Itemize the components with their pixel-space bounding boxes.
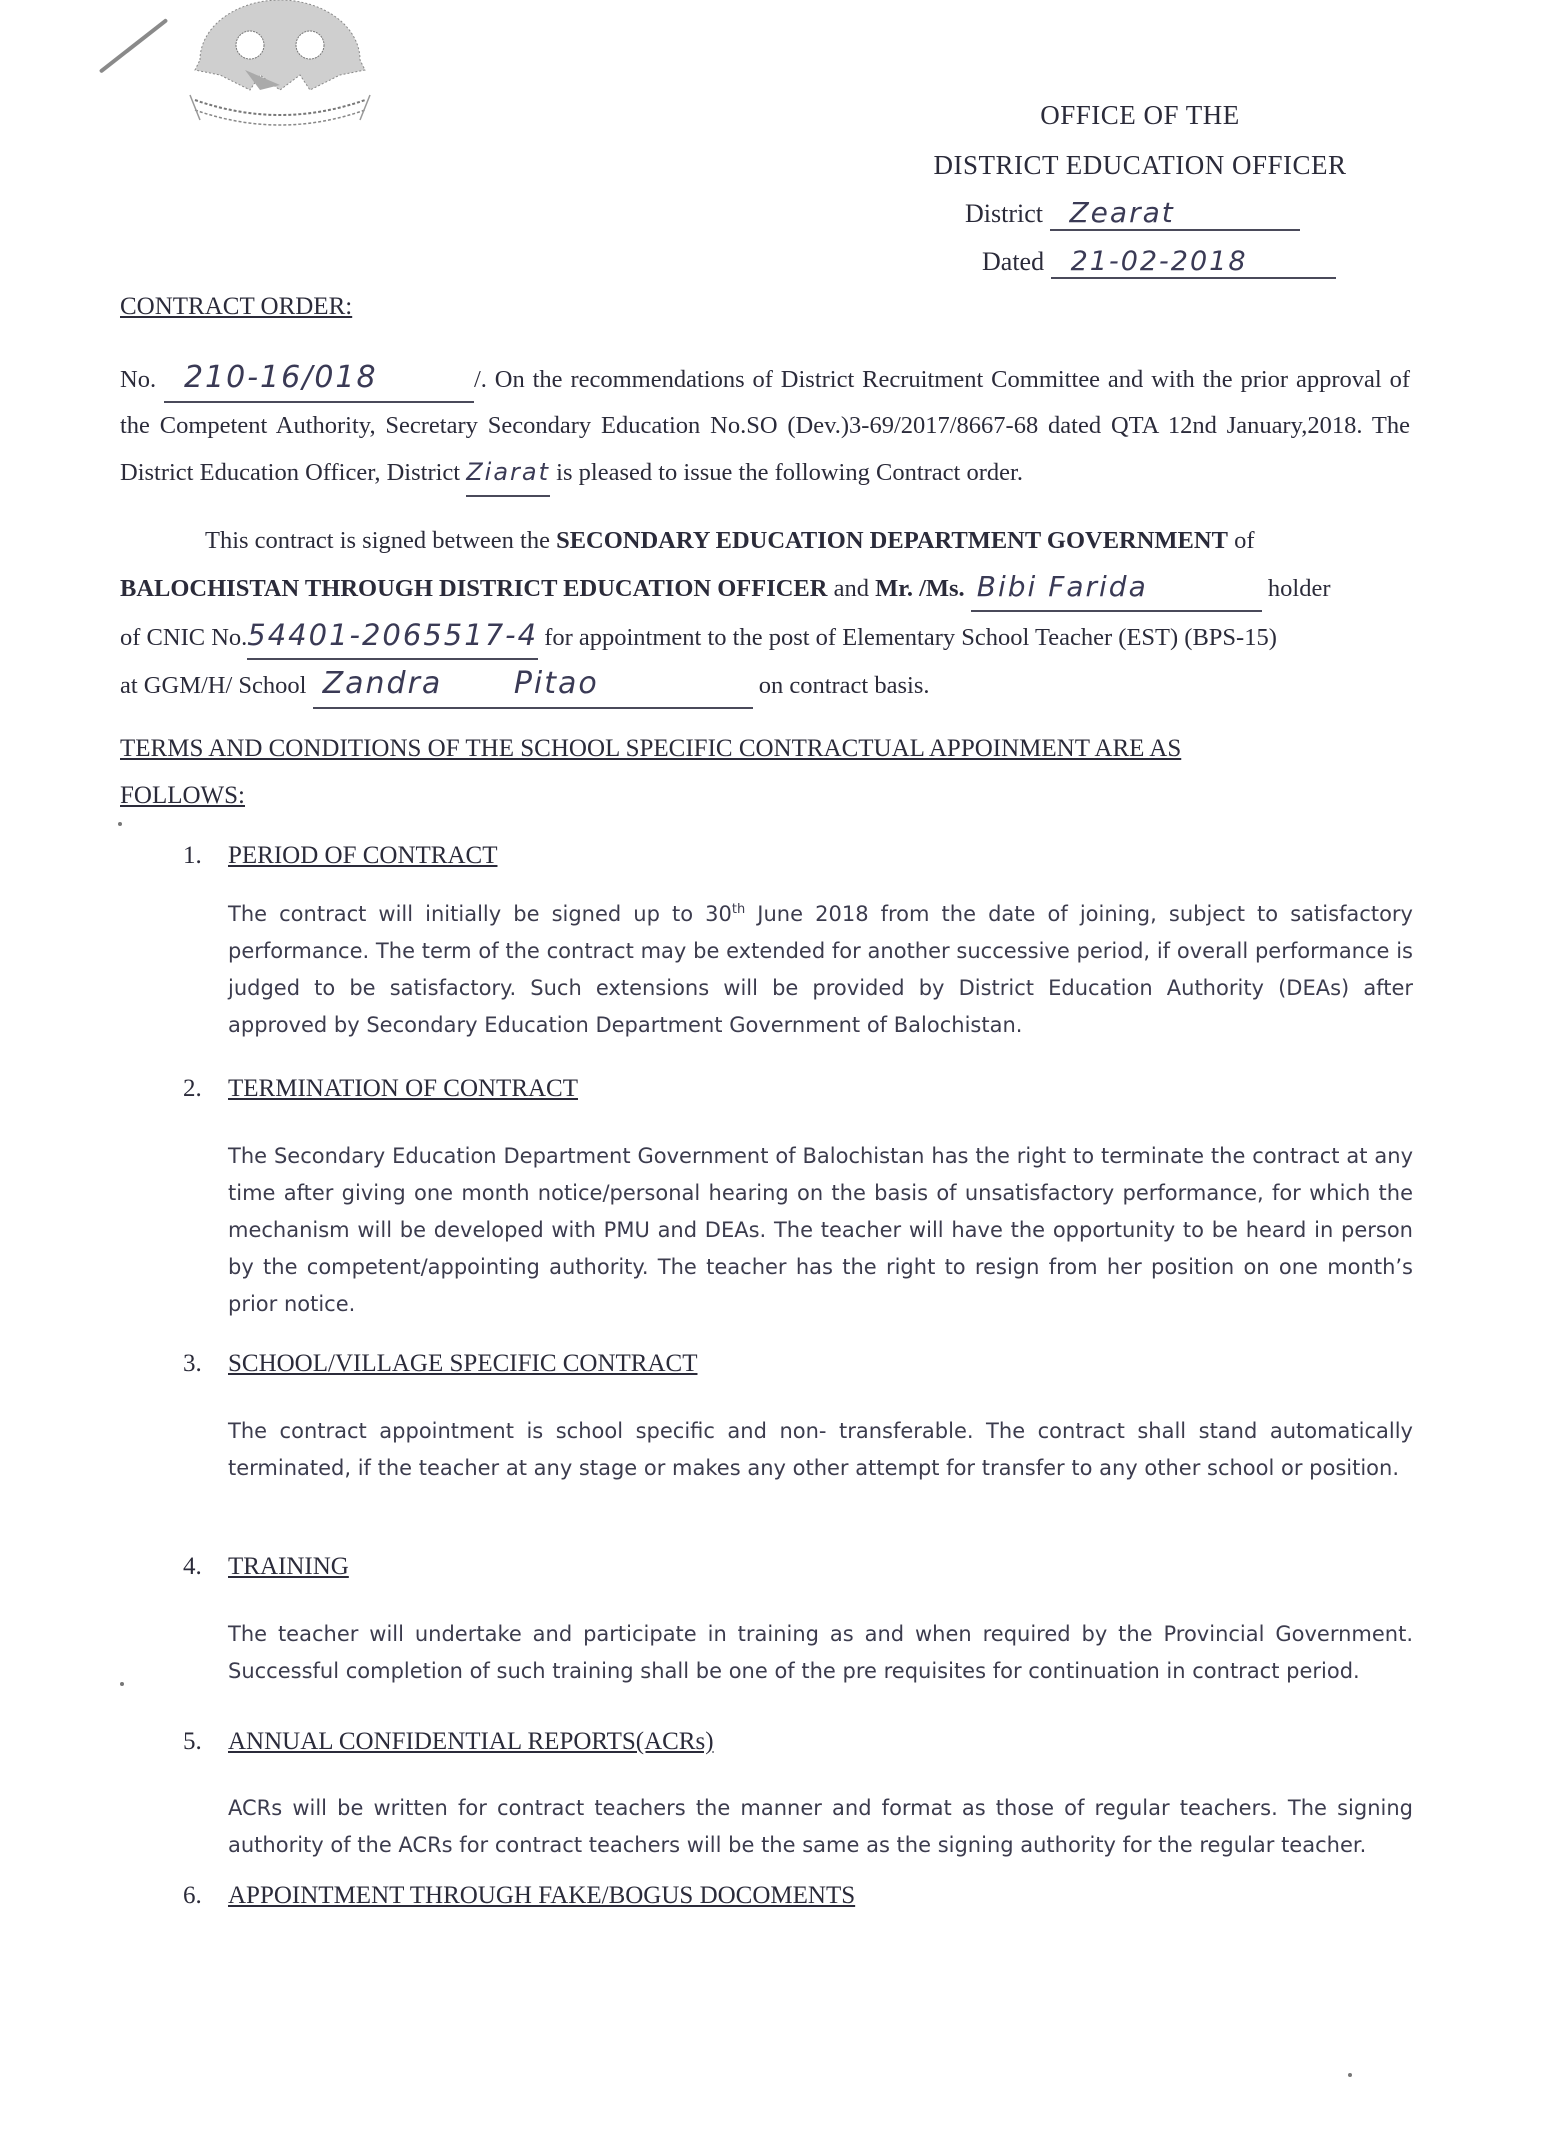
section-number: 3. xyxy=(183,1350,202,1377)
order-no-label: No. xyxy=(120,366,157,393)
section-heading-fake-documents xyxy=(183,1882,855,1910)
basis-text: on contract basis. xyxy=(758,672,930,699)
section-heading-termination xyxy=(183,1075,578,1103)
office-title-line2: DISTRICT EDUCATION OFFICER xyxy=(933,150,1347,180)
section-heading-acrs xyxy=(183,1728,714,1756)
paragraph-text-part2: is pleased to issue the following Contract order. xyxy=(556,459,1023,486)
section-number: 4. xyxy=(183,1553,202,1580)
dated-value: 21-02-2018 xyxy=(1051,246,1336,279)
dated-label: Dated xyxy=(982,247,1045,276)
holder-text: holder xyxy=(1267,575,1331,602)
section-heading-period xyxy=(183,842,497,870)
body-text-a: The contract will initially be signed up to 30 xyxy=(228,902,732,926)
terms-heading-line2: FOLLOWS: xyxy=(120,782,245,809)
staple-mark xyxy=(99,18,168,73)
contract-order-heading: CONTRACT ORDER: xyxy=(120,293,353,320)
teacher-name-value: Bibi Farida xyxy=(971,564,1262,612)
department-name-bold: SECONDARY EDUCATION DEPARTMENT GOVERNMENT xyxy=(556,527,1228,554)
terms-heading xyxy=(120,725,1181,819)
office-title-line1: OFFICE OF THE xyxy=(1040,100,1240,130)
through-deo-bold: BALOCHISTAN THROUGH DISTRICT EDUCATION OFFICER xyxy=(120,575,828,602)
section-number: 2. xyxy=(183,1075,202,1102)
scan-speck xyxy=(120,1682,124,1686)
section-title: APPOINTMENT THROUGH FAKE/BOGUS DOCOMENTS xyxy=(228,1882,856,1909)
ordinal-suffix: th xyxy=(731,902,746,917)
school-prefix: at GGM/H/ School xyxy=(120,672,307,699)
section-title: ANNUAL CONFIDENTIAL REPORTS(ACRs) xyxy=(228,1728,714,1755)
section-body-training: The teacher will undertake and participate in training as and when required by the Provincial Government. Successful completion of such training shall be one of the pre requisites for continuation in contract period. xyxy=(228,1622,1413,1683)
order-no-value: 210-16/018 xyxy=(164,355,474,403)
section-number: 1. xyxy=(183,842,202,869)
section-body-acrs: ACRs will be written for contract teachers the manner and format as those of regular teachers. The signing authority of the ACRs for contract teachers will be the same as the signing authority for the regular teacher. xyxy=(228,1796,1413,1857)
post-text: for appointment to the post of Elementary School Teacher (EST) (BPS-15) xyxy=(544,624,1277,651)
section-body-termination: The Secondary Education Department Government of Balochistan has the right to terminate the contract at any time after giving one month notice/personal hearing on the basis of unsatisfactory performance, for which the mechanism will be developed with PMU and DEAs. The teacher will have the opportunity to be heard in person by the competent/appointing authority. The teacher has the right to resign from her position on one month’s prior notice. xyxy=(228,1144,1413,1316)
scan-speck xyxy=(1348,2073,1352,2077)
body-text-b: June 2018 from the date of joining, subject to satisfactory performance. The term of the contract may be extended for another successive period, if overall performance is judged to be satisfactory. Such extensions will be provided by District Education Authority (DEAs) after approved by Secondary Education Department Government of Balochistan. xyxy=(228,902,1413,1037)
district-value: Zearat xyxy=(1050,196,1300,231)
section-number: 6. xyxy=(183,1882,202,1909)
district-handwritten: Ziarat xyxy=(466,449,550,497)
section-heading-training xyxy=(183,1553,349,1581)
section-title: SCHOOL/VILLAGE SPECIFIC CONTRACT xyxy=(228,1350,698,1377)
of-text: of xyxy=(1234,527,1255,554)
paragraph-text-part1: /. On the recommendations of District Recruitment Committee and with the prior approval of the Competent Authority, Secretary Secondary Education No.SO (Dev.)3-69/2017/8667-68 dated QTA 12nd January,2018. The District Education Officer, District xyxy=(120,366,1410,486)
contract-parties-paragraph xyxy=(120,518,1410,709)
district-field xyxy=(965,196,1300,231)
section-title: TRAINING xyxy=(228,1553,349,1580)
section-heading-school-village xyxy=(183,1350,697,1378)
section-title: PERIOD OF CONTRACT xyxy=(228,842,498,869)
district-label: District xyxy=(965,199,1043,228)
balochistan-government-emblem-icon xyxy=(160,0,400,150)
dated-field xyxy=(982,246,1336,279)
section-title: TERMINATION OF CONTRACT xyxy=(228,1075,578,1102)
and-text: and xyxy=(833,575,869,602)
scan-speck xyxy=(118,822,122,826)
mr-ms-label: Mr. /Ms. xyxy=(875,575,965,602)
cnic-label: of CNIC No. xyxy=(120,624,248,651)
section-body-school-village: The contract appointment is school specific and non- transferable. The contract shall stand automatically terminated, if the teacher at any stage or makes any other attempt for transfer to any other school or position. xyxy=(228,1419,1413,1480)
terms-heading-line1: TERMS AND CONDITIONS OF THE SCHOOL SPECIFIC CONTRACTUAL APPOINMENT ARE AS xyxy=(120,735,1182,762)
section-body-period xyxy=(228,896,1413,1044)
cnic-value: 54401-2065517-4 xyxy=(247,612,538,660)
section-number: 5. xyxy=(183,1728,202,1755)
school-name-value: Zandra Pitao xyxy=(313,661,753,709)
contract-order-paragraph xyxy=(120,355,1410,497)
intro-text: This contract is signed between the xyxy=(205,527,550,554)
